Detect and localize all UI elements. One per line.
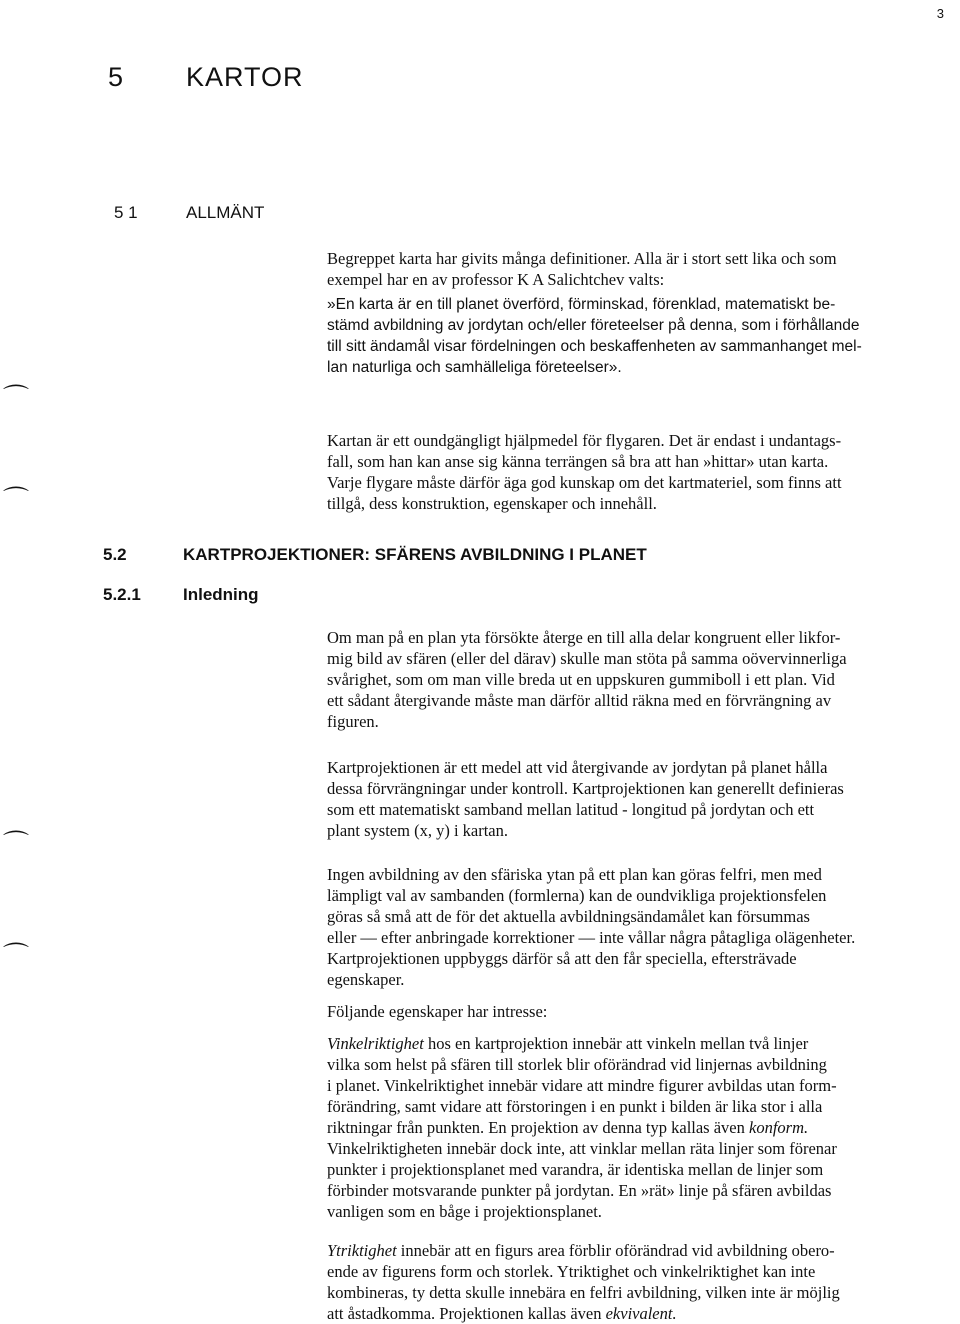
text-line: till sitt ändamål visar fördelningen och beskaffenheten av sammanhanget mel- (327, 338, 862, 355)
text-line: Kartan är ett oundgängligt hjälpmedel för flygaren. Det är endast i undantags- (327, 431, 842, 450)
text-line: »En karta är en till planet överförd, förminskad, förenklad, matematiskt be- (327, 296, 836, 313)
paragraph-kartan (327, 430, 959, 514)
text-line: mig bild av sfären (eller del därav) skulle man stöta på samma oövervinnerliga (327, 649, 847, 668)
text-line: lan naturliga och samhälleliga företeelser». (327, 359, 622, 376)
text-line: figuren. (327, 712, 379, 731)
term-vinkelriktighet: Vinkelriktighet (327, 1034, 424, 1053)
text-line: lämpligt val av sambanden (formlerna) kan de oundvikliga projektionsfelen (327, 886, 827, 905)
section-number: 5.2.1 (103, 585, 141, 604)
text-line: Kartprojektionen är ett medel att vid återgivande av jordytan på planet hålla (327, 758, 828, 777)
section-title: Inledning (183, 585, 259, 604)
text-line: fall, som han kan anse sig känna terrängen så bra att han »hittar» utan karta. (327, 452, 829, 471)
text-line: tillgå, dess konstruktion, egenskaper och innehåll. (327, 494, 657, 513)
text-line (327, 1117, 959, 1138)
text-span: innebär att en figurs area förblir oförändrad vid avbildning obero- (396, 1241, 835, 1260)
quote-definition (327, 294, 959, 378)
text-span: hos en kartprojektion innebär att vinkeln mellan två linjer (423, 1034, 809, 1053)
paragraph-ytriktighet (327, 1240, 959, 1324)
term-konform: konform. (749, 1118, 809, 1137)
text-line: exempel har en av professor K A Salichtchev valts: (327, 270, 665, 289)
paragraph-definitions (327, 248, 959, 290)
section-number: 5 1 (114, 203, 138, 222)
text-line: kombineras, ty detta skulle innebära en felfri avbildning, vilken inte är möjlig (327, 1283, 840, 1302)
text-line: i planet. Vinkelriktighet innebär vidare att mindre figurer avbildas utan form- (327, 1076, 837, 1095)
text-line (327, 1303, 959, 1324)
text-line: Följande egenskaper har intresse: (327, 1002, 548, 1021)
paragraph-inledning (327, 627, 959, 732)
text-line: göras så små att de för det aktuella avbildningsändamålet kan försummas (327, 907, 810, 926)
margin-mark: ⌒ (3, 486, 30, 516)
margin-mark: ⌒ (3, 830, 30, 860)
text-line (327, 1033, 959, 1054)
section-heading-52 (103, 545, 647, 565)
text-line: ett sådant återgivande måste man därför alltid räkna med en förvrängning av (327, 691, 832, 710)
chapter-heading (108, 62, 304, 93)
text-line: vanligen som en båge i projektionsplanet. (327, 1202, 602, 1221)
text-line: Om man på en plan yta försökte återge en till alla delar kongruent eller likfor- (327, 628, 841, 647)
section-heading-521 (103, 585, 259, 605)
text-line: dessa förvrängningar under kontroll. Kartprojektionen kan generellt definieras (327, 779, 844, 798)
term-ytriktighet: Ytriktighet (327, 1241, 397, 1260)
text-span: riktningar från punkten. En projektion av denna typ kallas även (327, 1118, 749, 1137)
text-line: egenskaper. (327, 970, 405, 989)
paragraph-kartprojektionen (327, 757, 959, 841)
text-line: Kartprojektionen uppbyggs därför så att den får speciella, eftersträvade (327, 949, 797, 968)
term-ekvivalent: ekvivalent. (605, 1304, 677, 1323)
paragraph-egenskaper (327, 1001, 959, 1022)
margin-mark: ⌒ (3, 384, 30, 414)
paragraph-vinkelriktighet (327, 1033, 959, 1222)
text-line: ende av figurens form och storlek. Ytriktighet och vinkelriktighet kan inte (327, 1262, 816, 1281)
text-line: vilka som helst på sfären till storlek blir oförändrad vid linjernas avbildning (327, 1055, 827, 1074)
text-line (327, 1240, 959, 1261)
text-line: svårighet, som om man ville breda ut en uppskuren gummiboll i ett plan. Vid (327, 670, 835, 689)
section-number: 5.2 (103, 545, 127, 564)
text-line: punkter i projektionsplanet med varandra, är identiska mellan de linjer som (327, 1160, 824, 1179)
margin-mark: ⌒ (3, 942, 30, 972)
page-number: 3 (936, 6, 944, 21)
text-line: som ett matematiskt samband mellan latitud - longitud på jordytan och ett (327, 800, 815, 819)
chapter-title: KARTOR (186, 62, 304, 92)
chapter-number: 5 (108, 62, 125, 92)
text-line: Vinkelriktigheten innebär dock inte, att vinklar mellan räta linjer som förenar (327, 1139, 837, 1158)
text-span: att åstadkomma. Projektionen kallas även (327, 1304, 606, 1323)
text-line: förändring, samt vidare att förstoringen i en punkt i bilden är lika stor i alla (327, 1097, 823, 1116)
text-line: plant system (x, y) i kartan. (327, 821, 509, 840)
text-line: eller — efter anbringade korrektioner — inte vållar några påtagliga olägenheter. (327, 928, 856, 947)
section-heading-51 (114, 203, 264, 223)
text-line: stämd avbildning av jordytan och/eller företeelser på denna, som i förhållande (327, 317, 860, 334)
text-line: Varje flygare måste därför äga god kunskap om det kartmateriel, som finns att (327, 473, 842, 492)
text-line: Ingen avbildning av den sfäriska ytan på ett plan kan göras felfri, men med (327, 865, 822, 884)
paragraph-ingen-avbildning (327, 864, 959, 990)
text-line: förbinder motsvarande punkter på jordytan. En »rät» linje på sfären avbildas (327, 1181, 832, 1200)
section-title: KARTPROJEKTIONER: SFÄRENS AVBILDNING I PLANET (183, 545, 647, 564)
section-title: ALLMÄNT (186, 203, 265, 222)
text-line: Begreppet karta har givits många definitioner. Alla är i stort sett lika och som (327, 249, 837, 268)
